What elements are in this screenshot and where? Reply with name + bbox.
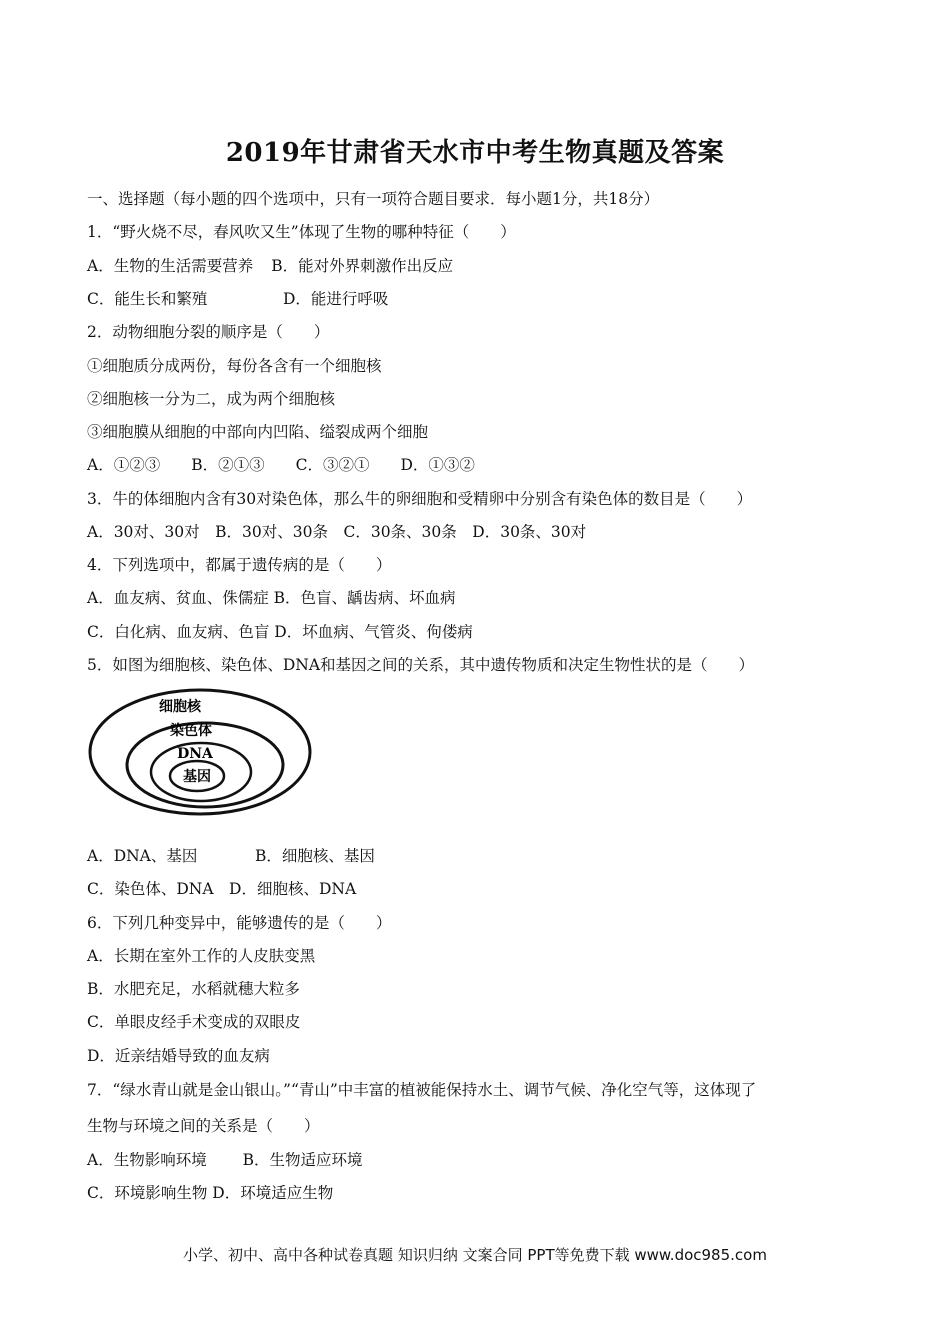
option-a: A．DNA、基因 bbox=[87, 847, 198, 865]
question-5-options-cd: C．染色体、DNA D．细胞核、DNA bbox=[87, 880, 357, 898]
question-3-stem: 3．牛的体细胞内含有30对染色体，那么牛的卵细胞和受精卵中分别含有染色体的数目是（ ） bbox=[87, 490, 753, 508]
gene-label: 基因 bbox=[183, 769, 211, 785]
question-1-options-ab bbox=[87, 256, 453, 276]
option-d: D．能进行呼吸 bbox=[283, 290, 389, 308]
chromosome-label: 染色体 bbox=[170, 723, 212, 739]
nucleus-label: 细胞核 bbox=[159, 699, 201, 715]
question-2-statement-1: ①细胞质分成两份，每份各含有一个细胞核 bbox=[87, 357, 382, 375]
question-2-stem: 2．动物细胞分裂的顺序是（ ） bbox=[87, 323, 330, 341]
question-5-stem: 5．如图为细胞核、染色体、DNA和基因之间的关系，其中遗传物质和决定生物性状的是（ ） bbox=[87, 656, 755, 674]
question-7-stem-line-1: 7．“绿水青山就是金山银山。”“青山”中丰富的植被能保持水土、调节气候、净化空气等，这体现了 bbox=[87, 1081, 757, 1099]
nucleus-chromosome-dna-gene-diagram bbox=[88, 686, 313, 818]
question-2-statement-2: ②细胞核一分为二，成为两个细胞核 bbox=[87, 390, 336, 408]
question-3-options: A．30对、30对 B．30对、30条 C．30条、30条 D．30条、30对 bbox=[87, 523, 587, 541]
question-6-option-c: C．单眼皮经手术变成的双眼皮 bbox=[87, 1013, 301, 1031]
section-heading: 一、选择题（每小题的四个选项中，只有一项符合题目要求．每小题1分，共18分） bbox=[87, 190, 660, 208]
question-1-stem: 1．“野火烧不尽，春风吹又生”体现了生物的哪种特征（ ） bbox=[87, 223, 516, 241]
question-2-options: A．①②③ B．②①③ C．③②① D．①③② bbox=[87, 456, 475, 474]
question-4-options-cd: C．白化病、血友病、色盲 D．坏血病、气管炎、佝偻病 bbox=[87, 623, 473, 641]
option-c: C．能生长和繁殖 bbox=[87, 290, 208, 308]
question-6-option-d: D．近亲结婚导致的血友病 bbox=[87, 1047, 270, 1065]
question-6-stem: 6．下列几种变异中，能够遗传的是（ ） bbox=[87, 914, 392, 932]
page-title: 2019年甘肃省天水市中考生物真题及答案 bbox=[225, 138, 725, 168]
question-4-stem: 4．下列选项中，都属于遗传病的是（ ） bbox=[87, 556, 392, 574]
option-b: B．能对外界刺激作出反应 bbox=[271, 257, 454, 275]
dna-label: DNA bbox=[177, 746, 213, 762]
question-6-option-a: A．长期在室外工作的人皮肤变黑 bbox=[87, 947, 316, 965]
footer-banner: 小学、初中、高中各种试卷真题 知识归纳 文案合同 PPT等免费下载 www.doc985.com bbox=[183, 1246, 767, 1264]
question-7-options-ab: A．生物影响环境 B．生物适应环境 bbox=[87, 1151, 363, 1169]
question-1-options-cd bbox=[87, 289, 388, 309]
question-7-options-cd: C．环境影响生物 D．环境适应生物 bbox=[87, 1184, 334, 1202]
question-2-statement-3: ③细胞膜从细胞的中部向内凹陷、缢裂成两个细胞 bbox=[87, 423, 429, 441]
option-a: A．生物的生活需要营养 bbox=[87, 257, 254, 275]
question-7-stem-line-2: 生物与环境之间的关系是（ ） bbox=[87, 1117, 320, 1135]
question-5-options-ab bbox=[87, 846, 375, 866]
question-4-options-ab: A．血友病、贫血、侏儒症 B．色盲、龋齿病、坏血病 bbox=[87, 589, 456, 607]
question-6-option-b: B．水肥充足，水稻就穗大粒多 bbox=[87, 980, 300, 998]
option-b: B．细胞核、基因 bbox=[255, 847, 375, 865]
